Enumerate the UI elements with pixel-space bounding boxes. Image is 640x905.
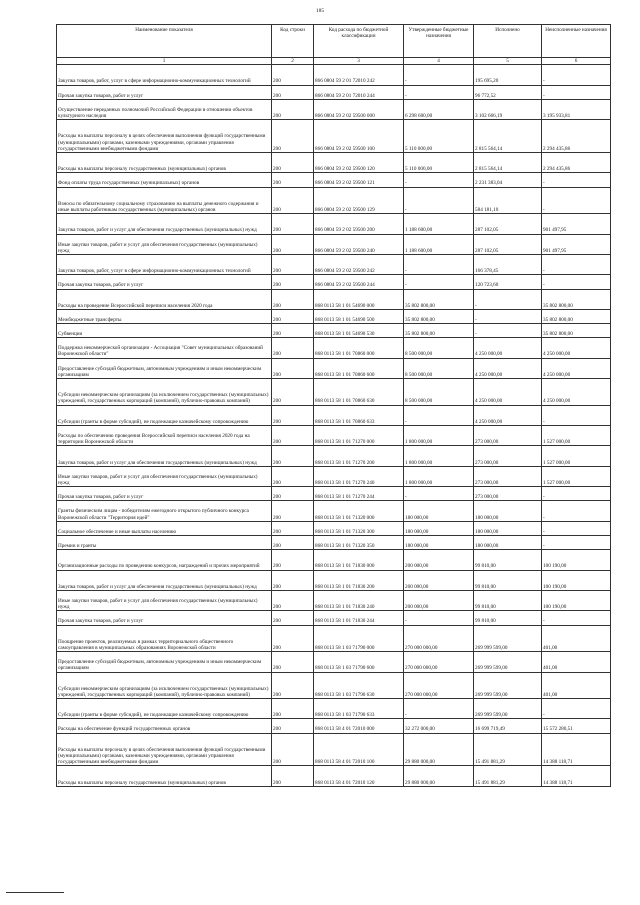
- row-line-code: 200: [272, 173, 314, 187]
- row-unexecuted: 14 388 118,71: [542, 766, 611, 786]
- table-row: [57, 405, 611, 425]
- table-row: [57, 324, 611, 338]
- row-indicator-name: Иные закупки товаров, работ и услуг для обеспечения государственных (муниципальных) нужд: [57, 234, 272, 254]
- row-budget-code: 868 0113 58 4 01 72010 100: [314, 733, 404, 766]
- table-row: [57, 699, 611, 719]
- row-executed: 99 810,00: [474, 570, 542, 590]
- row-approved: 1 800 000,00: [404, 466, 474, 486]
- row-approved: 180 000,00: [404, 535, 474, 549]
- row-indicator-name: Закупка товаров, работ, услуг в сфере информационно-коммуникационных технологий: [57, 254, 272, 274]
- row-executed: 584 181,10: [474, 187, 542, 214]
- row-approved: -: [404, 85, 474, 99]
- row-indicator-name: Предоставление субсидий бюджетным, автономным учреждениям и иным некоммерческим организациям: [57, 358, 272, 378]
- row-executed: 195 695,20: [474, 65, 542, 85]
- row-unexecuted: 901 497,95: [542, 214, 611, 234]
- row-executed: 99 810,00: [474, 550, 542, 570]
- row-unexecuted: 3 195 933,81: [542, 99, 611, 119]
- row-line-code: 200: [272, 65, 314, 85]
- row-unexecuted: 100 190,00: [542, 570, 611, 590]
- row-unexecuted: 4 250 000,00: [542, 338, 611, 358]
- column-number: 5: [474, 58, 542, 65]
- row-budget-code: 866 0804 59 2 02 59500 121: [314, 173, 404, 187]
- row-indicator-name: Закупка товаров, работ и услуг для обеспечения государственных (муниципальных) нужд: [57, 570, 272, 590]
- row-unexecuted: 100 190,00: [542, 550, 611, 570]
- row-approved: 5 110 000,00: [404, 120, 474, 153]
- row-line-code: 200: [272, 379, 314, 406]
- row-budget-code: 868 0113 58 1 01 71270 000: [314, 426, 404, 446]
- column-number: 6: [542, 58, 611, 65]
- row-unexecuted: 14 388 118,71: [542, 733, 611, 766]
- row-unexecuted: -: [542, 187, 611, 214]
- row-approved: -: [404, 187, 474, 214]
- row-executed: 269 999 599,00: [474, 625, 542, 652]
- row-budget-code: 868 0113 58 4 01 72010 120: [314, 766, 404, 786]
- header-executed: Исполнено: [474, 25, 542, 58]
- row-line-code: 200: [272, 535, 314, 549]
- row-line-code: 200: [272, 501, 314, 521]
- row-executed: 273 000,00: [474, 487, 542, 501]
- row-executed: 2 231 383,04: [474, 173, 542, 187]
- row-indicator-name: Расходы на обеспечение функций государственных органов: [57, 719, 272, 733]
- table-row: [57, 338, 611, 358]
- row-line-code: 200: [272, 120, 314, 153]
- row-unexecuted: -: [542, 535, 611, 549]
- column-number: 3: [314, 58, 404, 65]
- page-number: 185: [315, 8, 325, 14]
- row-indicator-name: Организационные расходы по проведению конкурсов, награждений и прочих мероприятий: [57, 550, 272, 570]
- row-line-code: 200: [272, 254, 314, 274]
- row-budget-code: 868 0113 58 1 01 71830 200: [314, 570, 404, 590]
- row-indicator-name: Расходы по обеспечению проведения Всероссийской переписи населения 2020 года на территории Воронежской области: [57, 426, 272, 446]
- row-approved: -: [404, 275, 474, 289]
- row-executed: -: [474, 324, 542, 338]
- row-indicator-name: Взносы по обязательному социальному страхованию на выплаты денежного содержания и иные выплаты работникам государственных (муниципальных) органов: [57, 187, 272, 214]
- table-row: [57, 173, 611, 187]
- row-budget-code: 866 0804 59 2 01 72010 244: [314, 85, 404, 99]
- row-indicator-name: Субсидии (гранты в форме субсидий), не подлежащие казначейскому сопровождению: [57, 405, 272, 425]
- table-row: [57, 214, 611, 234]
- row-approved: 35 802 800,00: [404, 324, 474, 338]
- row-approved: 8 500 000,00: [404, 338, 474, 358]
- row-budget-code: 868 0113 58 1 03 71790 000: [314, 625, 404, 652]
- row-line-code: 200: [272, 405, 314, 425]
- table-row: [57, 152, 611, 172]
- row-unexecuted: 4 250 000,00: [542, 379, 611, 406]
- row-approved: -: [404, 65, 474, 85]
- row-line-code: 200: [272, 99, 314, 119]
- row-budget-code: 868 0113 58 1 01 70860 600: [314, 358, 404, 378]
- row-line-code: 200: [272, 521, 314, 535]
- row-executed: 287 102,05: [474, 214, 542, 234]
- row-indicator-name: Осуществление переданных полномочий Российской Федерации в отношении объектов культурного наследия: [57, 99, 272, 119]
- row-indicator-name: Закупка товаров, работ, услуг в сфере информационно-коммуникационных технологий: [57, 65, 272, 85]
- row-approved: 270 000 000,00: [404, 672, 474, 699]
- row-budget-code: 868 0113 58 1 01 71320 350: [314, 535, 404, 549]
- row-line-code: 200: [272, 324, 314, 338]
- row-executed: -: [474, 289, 542, 309]
- row-budget-code: 868 0113 58 1 01 54690 500: [314, 309, 404, 323]
- row-executed: 4 250 000,00: [474, 358, 542, 378]
- row-unexecuted: -: [542, 501, 611, 521]
- row-unexecuted: -: [542, 521, 611, 535]
- row-approved: 6 298 600,00: [404, 99, 474, 119]
- row-executed: 99 810,00: [474, 590, 542, 610]
- row-indicator-name: Субсидии некоммерческим организациям (за исключением государственных (муниципальных) учреждений, государственных корпораций (компаний), публично-правовых компаний): [57, 379, 272, 406]
- table-row: [57, 487, 611, 501]
- row-line-code: 200: [272, 446, 314, 466]
- header-approved: Утвержденные бюджетные назначения: [404, 25, 474, 58]
- table-row: [57, 187, 611, 214]
- row-executed: 273 000,00: [474, 466, 542, 486]
- row-executed: 273 000,00: [474, 446, 542, 466]
- table-row: [57, 550, 611, 570]
- row-unexecuted: -: [542, 699, 611, 719]
- row-unexecuted: -: [542, 254, 611, 274]
- row-approved: 180 000,00: [404, 501, 474, 521]
- table-row: [57, 766, 611, 786]
- row-approved: 35 802 800,00: [404, 289, 474, 309]
- table-row: [57, 672, 611, 699]
- table-row: [57, 521, 611, 535]
- row-line-code: 200: [272, 550, 314, 570]
- row-line-code: 200: [272, 590, 314, 610]
- row-unexecuted: 35 802 800,00: [542, 289, 611, 309]
- header-line-code: Код строки: [272, 25, 314, 58]
- row-budget-code: 868 0113 58 1 03 71790 630: [314, 672, 404, 699]
- table-row: [57, 309, 611, 323]
- row-indicator-name: Гранты физическим лицам - победителям ежегодного открытого публичного конкурса Воронежской области "Территория идей": [57, 501, 272, 521]
- table-row: [57, 719, 611, 733]
- row-approved: 29 880 000,00: [404, 766, 474, 786]
- row-indicator-name: Прочая закупка товаров, работ и услуг: [57, 611, 272, 625]
- row-unexecuted: -: [542, 65, 611, 85]
- row-budget-code: 868 0113 58 1 01 70860 630: [314, 379, 404, 406]
- row-indicator-name: Поддержка некоммерческой организации - Ассоциация "Совет муниципальных образований Воронежской области": [57, 338, 272, 358]
- row-line-code: 200: [272, 625, 314, 652]
- column-number: 4: [404, 58, 474, 65]
- row-unexecuted: -: [542, 173, 611, 187]
- table-row: [57, 652, 611, 672]
- row-line-code: 200: [272, 611, 314, 625]
- row-unexecuted: -: [542, 611, 611, 625]
- row-budget-code: 866 0804 59 2 01 72010 242: [314, 65, 404, 85]
- row-indicator-name: Межбюджетные трансферты: [57, 309, 272, 323]
- row-unexecuted: 1 527 000,00: [542, 466, 611, 486]
- row-unexecuted: 401,00: [542, 625, 611, 652]
- table-row: [57, 611, 611, 625]
- row-line-code: 200: [272, 766, 314, 786]
- table-header-row: [57, 25, 611, 58]
- row-line-code: 200: [272, 719, 314, 733]
- row-approved: 29 880 000,00: [404, 733, 474, 766]
- table-row: [57, 426, 611, 446]
- row-budget-code: 866 0804 59 2 02 59500 129: [314, 187, 404, 214]
- row-indicator-name: Субвенции: [57, 324, 272, 338]
- row-indicator-name: Расходы на выплаты персоналу государственных (муниципальных) органов: [57, 152, 272, 172]
- row-budget-code: 866 0804 59 2 02 59500 200: [314, 214, 404, 234]
- row-unexecuted: 401,00: [542, 672, 611, 699]
- row-approved: 200 000,00: [404, 590, 474, 610]
- row-line-code: 200: [272, 309, 314, 323]
- budget-execution-table: [56, 24, 611, 787]
- row-approved: -: [404, 611, 474, 625]
- row-executed: 180 000,00: [474, 521, 542, 535]
- row-approved: 8 500 000,00: [404, 358, 474, 378]
- column-number: 1: [57, 58, 272, 65]
- row-unexecuted: 2 294 435,86: [542, 120, 611, 153]
- row-approved: 200 000,00: [404, 550, 474, 570]
- row-line-code: 200: [272, 466, 314, 486]
- row-indicator-name: Иные закупки товаров, работ и услуг для обеспечения государственных (муниципальных) нужд: [57, 590, 272, 610]
- row-budget-code: 866 0804 59 2 02 59500 120: [314, 152, 404, 172]
- row-budget-code: 868 0113 58 1 03 71790 600: [314, 652, 404, 672]
- row-executed: 180 000,00: [474, 535, 542, 549]
- row-budget-code: 866 0804 59 2 02 59500 240: [314, 234, 404, 254]
- row-indicator-name: Закупка товаров, работ и услуг для обеспечения государственных (муниципальных) нужд: [57, 214, 272, 234]
- row-approved: -: [404, 699, 474, 719]
- row-budget-code: 866 0804 59 2 02 59500 244: [314, 275, 404, 289]
- row-indicator-name: Фонд оплаты труда государственных (муниципальных) органов: [57, 173, 272, 187]
- column-number: 2: [272, 58, 314, 65]
- row-budget-code: 868 0113 58 1 01 70860 633: [314, 405, 404, 425]
- row-indicator-name: Субсидии (гранты в форме субсидий), не подлежащие казначейскому сопровождению: [57, 699, 272, 719]
- row-approved: 180 000,00: [404, 521, 474, 535]
- row-indicator-name: Расходы на выплаты персоналу в целях обеспечения выполнения функций государственными (муниципальными) органами, казенными учреждениями, органами управления государственными внебюджетными фондами: [57, 120, 272, 153]
- row-approved: 1 800 000,00: [404, 446, 474, 466]
- row-line-code: 200: [272, 187, 314, 214]
- row-executed: 15 491 881,29: [474, 733, 542, 766]
- row-executed: 4 250 000,00: [474, 405, 542, 425]
- row-indicator-name: Прочая закупка товаров, работ и услуг: [57, 487, 272, 501]
- row-unexecuted: 35 802 800,00: [542, 309, 611, 323]
- row-executed: 15 491 881,29: [474, 766, 542, 786]
- table-row: [57, 85, 611, 99]
- row-executed: 2 815 564,14: [474, 152, 542, 172]
- row-indicator-name: Расходы на выплаты персоналу в целях обеспечения выполнения функций государственными (муниципальными) органами, казенными учреждениями, органами управления государственными внебюджетными фондами: [57, 733, 272, 766]
- row-approved: 1 188 600,00: [404, 234, 474, 254]
- table-row: [57, 65, 611, 85]
- row-approved: 32 272 000,00: [404, 719, 474, 733]
- table-row: [57, 275, 611, 289]
- table-row: [57, 625, 611, 652]
- row-approved: 270 000 000,00: [404, 625, 474, 652]
- row-approved: 200 000,00: [404, 570, 474, 590]
- table-row: [57, 120, 611, 153]
- row-unexecuted: 401,00: [542, 652, 611, 672]
- row-executed: 269 999 599,00: [474, 672, 542, 699]
- row-indicator-name: Поощрение проектов, реализуемых в рамках территориального общественного самоуправления в муниципальных образованиях Воронежской области: [57, 625, 272, 652]
- row-approved: 1 188 600,00: [404, 214, 474, 234]
- row-line-code: 200: [272, 85, 314, 99]
- row-executed: 269 999 599,00: [474, 699, 542, 719]
- header-unexecuted: Неисполненные назначения: [542, 25, 611, 58]
- row-budget-code: 868 0113 58 1 03 71790 633: [314, 699, 404, 719]
- table-row: [57, 535, 611, 549]
- row-executed: 120 723,60: [474, 275, 542, 289]
- row-budget-code: 868 0113 58 1 01 71270 244: [314, 487, 404, 501]
- row-unexecuted: -: [542, 405, 611, 425]
- row-budget-code: 868 0113 58 1 01 71830 000: [314, 550, 404, 570]
- row-unexecuted: 4 250 000,00: [542, 358, 611, 378]
- row-line-code: 200: [272, 733, 314, 766]
- header-budget-code: Код расхода по бюджетной классификации: [314, 25, 404, 58]
- row-budget-code: 868 0113 58 1 01 54690 000: [314, 289, 404, 309]
- table-row: [57, 99, 611, 119]
- row-budget-code: 868 0113 58 4 01 72010 000: [314, 719, 404, 733]
- row-line-code: 200: [272, 570, 314, 590]
- row-unexecuted: 35 802 800,00: [542, 324, 611, 338]
- column-number-row: [57, 58, 611, 65]
- row-unexecuted: 100 190,00: [542, 590, 611, 610]
- table-row: [57, 501, 611, 521]
- row-approved: 5 110 000,00: [404, 152, 474, 172]
- row-line-code: 200: [272, 652, 314, 672]
- row-indicator-name: Закупка товаров, работ и услуг для обеспечения государственных (муниципальных) нужд: [57, 446, 272, 466]
- row-executed: 99 810,00: [474, 611, 542, 625]
- row-line-code: 200: [272, 289, 314, 309]
- row-executed: 2 815 564,14: [474, 120, 542, 153]
- row-unexecuted: 901 497,95: [542, 234, 611, 254]
- row-executed: 96 772,52: [474, 85, 542, 99]
- row-approved: 270 000 000,00: [404, 652, 474, 672]
- row-budget-code: 868 0113 58 1 01 71320 300: [314, 521, 404, 535]
- row-unexecuted: 15 572 280,51: [542, 719, 611, 733]
- row-unexecuted: -: [542, 85, 611, 99]
- row-executed: 4 250 000,00: [474, 338, 542, 358]
- row-executed: 269 999 599,00: [474, 652, 542, 672]
- row-approved: 1 800 000,00: [404, 426, 474, 446]
- row-line-code: 200: [272, 358, 314, 378]
- row-executed: 180 000,00: [474, 501, 542, 521]
- row-line-code: 200: [272, 699, 314, 719]
- row-budget-code: 866 0804 59 2 02 59500 100: [314, 120, 404, 153]
- row-indicator-name: Расходы на проведение Всероссийской переписи населения 2020 года: [57, 289, 272, 309]
- row-indicator-name: Предоставление субсидий бюджетным, автономным учреждениям и иным некоммерческим организациям: [57, 652, 272, 672]
- table-row: [57, 379, 611, 406]
- row-budget-code: 866 0804 59 2 02 59500 000: [314, 99, 404, 119]
- row-approved: 35 802 800,00: [404, 309, 474, 323]
- footer-rule: [6, 892, 64, 893]
- row-budget-code: 868 0113 58 1 01 71830 240: [314, 590, 404, 610]
- row-indicator-name: Премии и гранты: [57, 535, 272, 549]
- row-executed: 3 102 666,19: [474, 99, 542, 119]
- row-unexecuted: -: [542, 275, 611, 289]
- table-row: [57, 446, 611, 466]
- table-row: [57, 466, 611, 486]
- row-unexecuted: 1 527 000,00: [542, 426, 611, 446]
- row-approved: 8 500 000,00: [404, 379, 474, 406]
- row-indicator-name: Иные закупки товаров, работ и услуг для обеспечения государственных (муниципальных) нужд: [57, 466, 272, 486]
- row-approved: -: [404, 487, 474, 501]
- row-budget-code: 868 0113 58 1 01 71270 240: [314, 466, 404, 486]
- table-row: [57, 289, 611, 309]
- row-executed: 287 102,05: [474, 234, 542, 254]
- row-executed: 166 378,45: [474, 254, 542, 274]
- row-indicator-name: Расходы на выплаты персоналу государственных (муниципальных) органов: [57, 766, 272, 786]
- row-unexecuted: 1 527 000,00: [542, 446, 611, 466]
- row-line-code: 200: [272, 275, 314, 289]
- row-budget-code: 868 0113 58 1 01 71270 200: [314, 446, 404, 466]
- row-line-code: 200: [272, 214, 314, 234]
- row-indicator-name: Прочая закупка товаров, работ и услуг: [57, 275, 272, 289]
- row-line-code: 200: [272, 152, 314, 172]
- table-row: [57, 570, 611, 590]
- row-line-code: 200: [272, 672, 314, 699]
- row-indicator-name: Социальное обеспечение и иные выплаты населению: [57, 521, 272, 535]
- row-executed: 273 000,00: [474, 426, 542, 446]
- table-row: [57, 234, 611, 254]
- row-indicator-name: Прочая закупка товаров, работ и услуг: [57, 85, 272, 99]
- row-approved: -: [404, 173, 474, 187]
- table-row: [57, 254, 611, 274]
- row-budget-code: 868 0113 58 1 01 71830 244: [314, 611, 404, 625]
- row-approved: -: [404, 254, 474, 274]
- header-indicator-name: Наименование показателя: [57, 25, 272, 58]
- row-executed: 16 699 719,49: [474, 719, 542, 733]
- row-line-code: 200: [272, 234, 314, 254]
- table-row: [57, 358, 611, 378]
- row-executed: 4 250 000,00: [474, 379, 542, 406]
- row-line-code: 200: [272, 338, 314, 358]
- row-executed: -: [474, 309, 542, 323]
- table-row: [57, 733, 611, 766]
- row-budget-code: 868 0113 58 1 01 71320 000: [314, 501, 404, 521]
- row-indicator-name: Субсидии некоммерческим организациям (за исключением государственных (муниципальных) учреждений, государственных корпораций (компаний), публично-правовых компаний): [57, 672, 272, 699]
- row-line-code: 200: [272, 487, 314, 501]
- table-row: [57, 590, 611, 610]
- row-approved: -: [404, 405, 474, 425]
- row-budget-code: 866 0804 59 2 02 59500 242: [314, 254, 404, 274]
- row-unexecuted: 2 294 435,86: [542, 152, 611, 172]
- row-budget-code: 868 0113 58 1 01 70860 000: [314, 338, 404, 358]
- row-line-code: 200: [272, 426, 314, 446]
- row-unexecuted: -: [542, 487, 611, 501]
- row-budget-code: 868 0113 58 1 01 54690 530: [314, 324, 404, 338]
